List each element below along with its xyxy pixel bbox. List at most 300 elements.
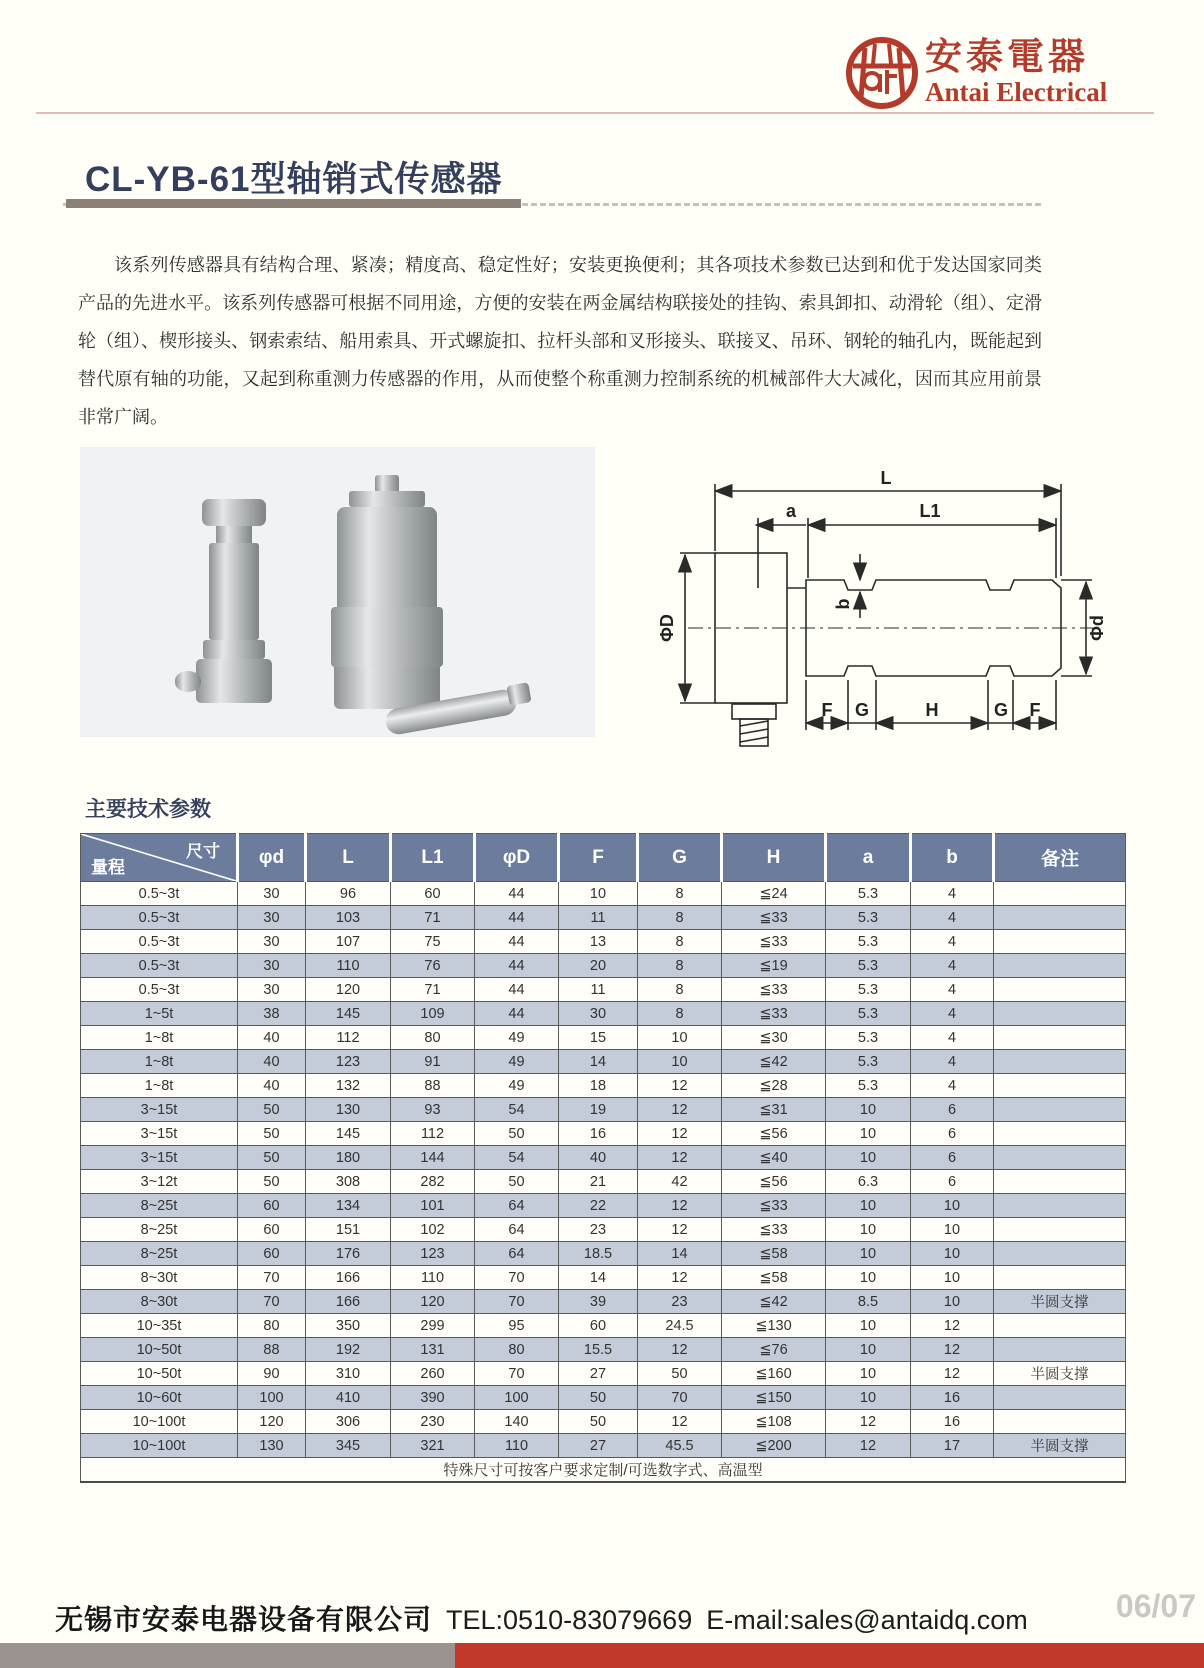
table-row <box>81 1434 1126 1458</box>
table-row <box>81 1146 1126 1170</box>
table-cell: 100 <box>475 1386 559 1410</box>
table-cell: 112 <box>306 1026 391 1050</box>
brand-name-cn: 安泰電器 <box>925 37 1089 79</box>
table-cell: 4 <box>911 1050 994 1074</box>
table-cell: 40 <box>559 1146 638 1170</box>
table-row <box>81 978 1126 1002</box>
table-cell: 10 <box>826 1362 911 1386</box>
table-cell: 40 <box>238 1050 306 1074</box>
column-header: L <box>306 834 391 882</box>
table-cell: 14 <box>559 1266 638 1290</box>
table-cell: 12 <box>638 1146 722 1170</box>
dim-label-F: F <box>821 700 833 720</box>
table-cell: 27 <box>559 1362 638 1386</box>
table-cell: 4 <box>911 978 994 1002</box>
table-cell: 半圆支撑 <box>994 1362 1126 1386</box>
table-cell: 8~30t <box>81 1266 238 1290</box>
table-cell: 44 <box>475 1002 559 1026</box>
table-cell: 10~50t <box>81 1362 238 1386</box>
table-cell: 13 <box>559 930 638 954</box>
table-cell: 1~5t <box>81 1002 238 1026</box>
table-cell: 10 <box>826 1266 911 1290</box>
table-cell: 0.5~3t <box>81 978 238 1002</box>
table-cell: 10 <box>826 1098 911 1122</box>
table-cell: 12 <box>826 1410 911 1434</box>
table-cell: 93 <box>391 1098 475 1122</box>
corner-label-size: 尺寸 <box>186 842 220 861</box>
table-cell: 50 <box>638 1362 722 1386</box>
table-cell: 49 <box>475 1050 559 1074</box>
table-cell <box>994 978 1126 1002</box>
table-row <box>81 1170 1126 1194</box>
photo-part <box>209 543 259 640</box>
table-row <box>81 1290 1126 1314</box>
table-cell: 12 <box>638 1338 722 1362</box>
table-row <box>81 954 1126 978</box>
table-cell: 8 <box>638 1002 722 1026</box>
table-cell: 100 <box>238 1386 306 1410</box>
table-cell: 3~12t <box>81 1170 238 1194</box>
table-row <box>81 1410 1126 1434</box>
table-cell: 12 <box>911 1314 994 1338</box>
table-cell: ≦160 <box>722 1362 826 1386</box>
table-cell: 4 <box>911 1026 994 1050</box>
table-row <box>81 1386 1126 1410</box>
table-footnote: 特殊尺寸可按客户要求定制/可选数字式、高温型 <box>81 1458 1126 1483</box>
table-cell: 5.3 <box>826 1002 911 1026</box>
table-cell: 0.5~3t <box>81 930 238 954</box>
table-cell: 180 <box>306 1146 391 1170</box>
table-cell: 64 <box>475 1242 559 1266</box>
table-cell: 50 <box>238 1170 306 1194</box>
table-cell: 12 <box>638 1122 722 1146</box>
product-photo <box>80 447 595 737</box>
table-cell: 30 <box>559 1002 638 1026</box>
table-row <box>81 1218 1126 1242</box>
column-header: a <box>826 834 911 882</box>
table-cell: 10 <box>826 1386 911 1410</box>
table-cell <box>994 1122 1126 1146</box>
table-cell: ≦76 <box>722 1338 826 1362</box>
brand-name-en: Antai Electrical <box>925 77 1108 108</box>
intro-paragraph: 该系列传感器具有结构合理、紧凑；精度高、稳定性好；安装更换便利；其各项技术参数已达到和优于发达国家同类产品的先进水平。该系列传感器可根据不同用途，方便的安装在两金属结构联接处的挂钩、索具卸扣、动滑轮（组）、定滑轮（组）、楔形接头、钢索索结、船用索具、开式螺旋扣、拉杆头部和叉形接头、联接叉、吊环、钢轮的轴孔内，既能起到替代原有轴的功能，又起到称重测力传感器的作用，从而使整个称重测力控制系统的机械部件大大减化，因而其应用前景非常广阔。 <box>78 255 1042 427</box>
table-cell: 16 <box>559 1122 638 1146</box>
table-cell: 10 <box>911 1242 994 1266</box>
table-cell: 半圆支撑 <box>994 1290 1126 1314</box>
table-cell: 166 <box>306 1290 391 1314</box>
table-row <box>81 930 1126 954</box>
bottom-bar-gray <box>0 1643 455 1668</box>
table-row <box>81 906 1126 930</box>
dim-label-phiD: ΦD <box>657 614 677 642</box>
table-cell: ≦42 <box>722 1050 826 1074</box>
table-cell: 4 <box>911 1074 994 1098</box>
table-cell: 390 <box>391 1386 475 1410</box>
table-cell: 18.5 <box>559 1242 638 1266</box>
table-cell: 260 <box>391 1362 475 1386</box>
table-cell: 10 <box>911 1218 994 1242</box>
table-cell: 15 <box>559 1026 638 1050</box>
table-cell: 70 <box>475 1362 559 1386</box>
table-cell <box>994 1146 1126 1170</box>
table-cell: 30 <box>238 978 306 1002</box>
photo-part <box>349 491 425 507</box>
table-cell: 44 <box>475 882 559 906</box>
table-cell: 10 <box>826 1218 911 1242</box>
table-cell: 345 <box>306 1434 391 1458</box>
footer-tel: TEL:0510-83079669 <box>446 1605 693 1635</box>
table-cell: 23 <box>559 1218 638 1242</box>
table-cell: 6 <box>911 1146 994 1170</box>
table-cell: 5.3 <box>826 882 911 906</box>
table-cell: 8 <box>638 978 722 1002</box>
table-cell: 8 <box>638 882 722 906</box>
table-cell: 130 <box>306 1098 391 1122</box>
table-cell: ≦56 <box>722 1122 826 1146</box>
table-cell: ≦24 <box>722 882 826 906</box>
table-row <box>81 882 1126 906</box>
table-cell: ≦58 <box>722 1266 826 1290</box>
table-cell: 50 <box>475 1170 559 1194</box>
table-cell: 40 <box>238 1026 306 1050</box>
table-cell: 54 <box>475 1146 559 1170</box>
table-cell: 10 <box>826 1122 911 1146</box>
column-header: L1 <box>391 834 475 882</box>
table-cell <box>994 1338 1126 1362</box>
table-cell: 88 <box>391 1074 475 1098</box>
table-cell: 16 <box>911 1410 994 1434</box>
table-cell: 60 <box>238 1194 306 1218</box>
table-cell: 102 <box>391 1218 475 1242</box>
table-row <box>81 1266 1126 1290</box>
table-cell: ≦30 <box>722 1026 826 1050</box>
table-cell: ≦200 <box>722 1434 826 1458</box>
column-header: b <box>911 834 994 882</box>
table-cell: 64 <box>475 1194 559 1218</box>
table-cell: 49 <box>475 1026 559 1050</box>
table-row <box>81 1026 1126 1050</box>
dim-label-H: H <box>925 700 939 720</box>
table-cell: 410 <box>306 1386 391 1410</box>
table-cell: 10 <box>638 1050 722 1074</box>
table-cell: 30 <box>238 882 306 906</box>
table-cell: 10 <box>826 1194 911 1218</box>
table-cell: 60 <box>238 1242 306 1266</box>
table-cell <box>994 1218 1126 1242</box>
table-cell: 8~30t <box>81 1290 238 1314</box>
table-cell: 90 <box>238 1362 306 1386</box>
table-cell: 10 <box>826 1242 911 1266</box>
table-cell: 21 <box>559 1170 638 1194</box>
table-cell: 306 <box>306 1410 391 1434</box>
table-cell: 23 <box>638 1290 722 1314</box>
table-cell: 350 <box>306 1314 391 1338</box>
table-cell: 60 <box>391 882 475 906</box>
photo-part <box>203 640 265 659</box>
table-row <box>81 1314 1126 1338</box>
dim-label-b: b <box>833 598 853 610</box>
table-cell: 109 <box>391 1002 475 1026</box>
table-cell: 12 <box>638 1194 722 1218</box>
table-cell: 282 <box>391 1170 475 1194</box>
table-cell: 144 <box>391 1146 475 1170</box>
table-cell <box>994 954 1126 978</box>
table-cell: 6 <box>911 1098 994 1122</box>
dim-label-G: G <box>854 700 870 720</box>
table-cell: 10 <box>826 1338 911 1362</box>
table-cell: 64 <box>475 1218 559 1242</box>
table-cell: 10 <box>559 882 638 906</box>
table-cell: 3~15t <box>81 1146 238 1170</box>
table-cell: 230 <box>391 1410 475 1434</box>
table-cell: 12 <box>638 1410 722 1434</box>
corner-header <box>81 834 238 882</box>
table-cell: 27 <box>559 1434 638 1458</box>
table-cell: ≦33 <box>722 1194 826 1218</box>
table-cell: 22 <box>559 1194 638 1218</box>
table-cell: 10 <box>911 1266 994 1290</box>
table-cell: 12 <box>826 1434 911 1458</box>
table-cell: 145 <box>306 1122 391 1146</box>
table-cell: ≦40 <box>722 1146 826 1170</box>
column-header: G <box>638 834 722 882</box>
table-cell: 50 <box>238 1098 306 1122</box>
table-cell: 4 <box>911 954 994 978</box>
table-cell: 5.3 <box>826 906 911 930</box>
spec-table-wrap <box>80 833 1125 1483</box>
table-cell: ≦33 <box>722 1002 826 1026</box>
table-cell <box>994 1410 1126 1434</box>
table-cell: 半圆支撑 <box>994 1434 1126 1458</box>
table-cell: 12 <box>638 1218 722 1242</box>
table-cell: 10~60t <box>81 1386 238 1410</box>
spec-table <box>80 833 1126 1483</box>
dim-label-G2: G <box>993 700 1009 720</box>
table-cell: 20 <box>559 954 638 978</box>
column-header: H <box>722 834 826 882</box>
photo-part <box>331 607 443 667</box>
table-cell: 4 <box>911 1002 994 1026</box>
table-cell: 6 <box>911 1170 994 1194</box>
column-header: φD <box>475 834 559 882</box>
table-cell: 8.5 <box>826 1290 911 1314</box>
footer-email: E-mail:sales@antaidq.com <box>706 1605 1028 1635</box>
table-cell: 131 <box>391 1338 475 1362</box>
table-cell <box>994 1266 1126 1290</box>
table-cell: 24.5 <box>638 1314 722 1338</box>
table-cell: 5.3 <box>826 1050 911 1074</box>
table-cell: 5.3 <box>826 954 911 978</box>
table-cell: 12 <box>911 1362 994 1386</box>
table-cell: 14 <box>638 1242 722 1266</box>
table-cell: 15.5 <box>559 1338 638 1362</box>
table-cell: 5.3 <box>826 1026 911 1050</box>
dim-label-F2: F <box>1029 700 1041 720</box>
table-row <box>81 1050 1126 1074</box>
table-cell: 5.3 <box>826 978 911 1002</box>
table-cell: 123 <box>391 1242 475 1266</box>
table-cell: 70 <box>238 1266 306 1290</box>
table-cell: 120 <box>238 1410 306 1434</box>
table-cell: 4 <box>911 930 994 954</box>
photo-part <box>175 671 201 692</box>
table-cell: 151 <box>306 1218 391 1242</box>
table-cell: ≦31 <box>722 1098 826 1122</box>
table-cell: ≦33 <box>722 930 826 954</box>
table-cell: 145 <box>306 1002 391 1026</box>
table-cell: ≦19 <box>722 954 826 978</box>
table-cell: 5.3 <box>826 1074 911 1098</box>
table-cell: 71 <box>391 978 475 1002</box>
table-cell: ≦130 <box>722 1314 826 1338</box>
table-cell: 4 <box>911 882 994 906</box>
table-cell <box>994 1386 1126 1410</box>
header-divider <box>36 112 1154 114</box>
table-cell: 8 <box>638 930 722 954</box>
photo-part <box>506 682 531 706</box>
table-cell: 30 <box>238 906 306 930</box>
photo-part <box>216 526 252 543</box>
bottom-bar-red <box>455 1643 1204 1668</box>
brand-logo <box>845 36 1107 110</box>
table-row <box>81 1098 1126 1122</box>
table-cell: 12 <box>638 1098 722 1122</box>
table-cell: 50 <box>559 1386 638 1410</box>
table-cell: 42 <box>638 1170 722 1194</box>
table-cell: 96 <box>306 882 391 906</box>
table-cell: 299 <box>391 1314 475 1338</box>
column-header: φd <box>238 834 306 882</box>
table-cell: ≦33 <box>722 978 826 1002</box>
table-cell: 45.5 <box>638 1434 722 1458</box>
table-cell: 1~8t <box>81 1026 238 1050</box>
table-cell: 71 <box>391 906 475 930</box>
table-cell: 44 <box>475 954 559 978</box>
table-cell: 80 <box>238 1314 306 1338</box>
photo-part <box>202 499 266 526</box>
table-row <box>81 1338 1126 1362</box>
dimension-drawing <box>628 438 1125 750</box>
table-cell: 8 <box>638 954 722 978</box>
table-cell: 91 <box>391 1050 475 1074</box>
table-cell: 1~8t <box>81 1074 238 1098</box>
table-cell: 44 <box>475 930 559 954</box>
table-cell: 19 <box>559 1098 638 1122</box>
table-cell: 11 <box>559 906 638 930</box>
table-cell: ≦42 <box>722 1290 826 1314</box>
table-row <box>81 1074 1126 1098</box>
table-cell <box>994 1050 1126 1074</box>
table-cell <box>994 1170 1126 1194</box>
table-cell: 134 <box>306 1194 391 1218</box>
table-cell <box>994 1098 1126 1122</box>
table-cell <box>994 1074 1126 1098</box>
table-cell: 166 <box>306 1266 391 1290</box>
brand-seal-icon <box>845 36 919 110</box>
company-name: 无锡市安泰电器设备有限公司 <box>55 1604 433 1635</box>
table-cell: 80 <box>391 1026 475 1050</box>
table-cell: 50 <box>238 1122 306 1146</box>
table-cell: 38 <box>238 1002 306 1026</box>
table-cell: 6.3 <box>826 1170 911 1194</box>
table-cell: 88 <box>238 1338 306 1362</box>
table-cell <box>994 1242 1126 1266</box>
corner-label-range: 量程 <box>91 858 125 877</box>
page-number: 06/07 <box>1115 1588 1196 1624</box>
table-cell: 12 <box>638 1074 722 1098</box>
table-cell: 10~100t <box>81 1410 238 1434</box>
dim-label-phid: Φd <box>1087 615 1107 641</box>
table-cell: 123 <box>306 1050 391 1074</box>
table-cell: 110 <box>475 1434 559 1458</box>
bottom-bar <box>0 1643 1204 1668</box>
table-cell: 5.3 <box>826 930 911 954</box>
table-cell: 30 <box>238 954 306 978</box>
table-cell: 0.5~3t <box>81 882 238 906</box>
table-cell: 14 <box>559 1050 638 1074</box>
table-cell: 132 <box>306 1074 391 1098</box>
table-cell: 130 <box>238 1434 306 1458</box>
table-cell: 12 <box>638 1266 722 1290</box>
table-cell: 10 <box>911 1290 994 1314</box>
table-cell: 308 <box>306 1170 391 1194</box>
table-cell: 6 <box>911 1122 994 1146</box>
table-row <box>81 1194 1126 1218</box>
table-cell: 70 <box>238 1290 306 1314</box>
table-cell: 10 <box>826 1146 911 1170</box>
table-cell: 112 <box>391 1122 475 1146</box>
table-cell: 10~50t <box>81 1338 238 1362</box>
table-cell: 10~100t <box>81 1434 238 1458</box>
table-cell: 80 <box>475 1338 559 1362</box>
table-cell <box>994 1194 1126 1218</box>
table-cell: 75 <box>391 930 475 954</box>
dim-label-L1: L1 <box>919 501 941 521</box>
table-cell: 44 <box>475 978 559 1002</box>
footer <box>55 1598 1028 1638</box>
table-cell: ≦150 <box>722 1386 826 1410</box>
photo-part <box>337 507 437 607</box>
table-cell: 176 <box>306 1242 391 1266</box>
table-cell: 39 <box>559 1290 638 1314</box>
table-cell: 140 <box>475 1410 559 1434</box>
table-cell: 11 <box>559 978 638 1002</box>
table-row <box>81 1122 1126 1146</box>
section-title: 主要技术参数 <box>85 798 211 821</box>
table-cell <box>994 1002 1126 1026</box>
photo-part <box>196 659 272 703</box>
table-cell: ≦58 <box>722 1242 826 1266</box>
table-cell: 4 <box>911 906 994 930</box>
table-cell: 3~15t <box>81 1098 238 1122</box>
table-cell: 60 <box>559 1314 638 1338</box>
table-cell: 0.5~3t <box>81 954 238 978</box>
table-cell: 8~25t <box>81 1194 238 1218</box>
table-cell <box>994 930 1126 954</box>
table-cell: 10 <box>638 1026 722 1050</box>
table-cell: 95 <box>475 1314 559 1338</box>
table-cell: 10~35t <box>81 1314 238 1338</box>
table-cell: 54 <box>475 1098 559 1122</box>
dim-label-a: a <box>785 501 797 521</box>
table-cell: 0.5~3t <box>81 906 238 930</box>
table-cell: 16 <box>911 1386 994 1410</box>
table-cell: 60 <box>238 1218 306 1242</box>
table-cell: 50 <box>475 1122 559 1146</box>
table-cell: 49 <box>475 1074 559 1098</box>
table-cell <box>994 906 1126 930</box>
table-cell: 70 <box>638 1386 722 1410</box>
